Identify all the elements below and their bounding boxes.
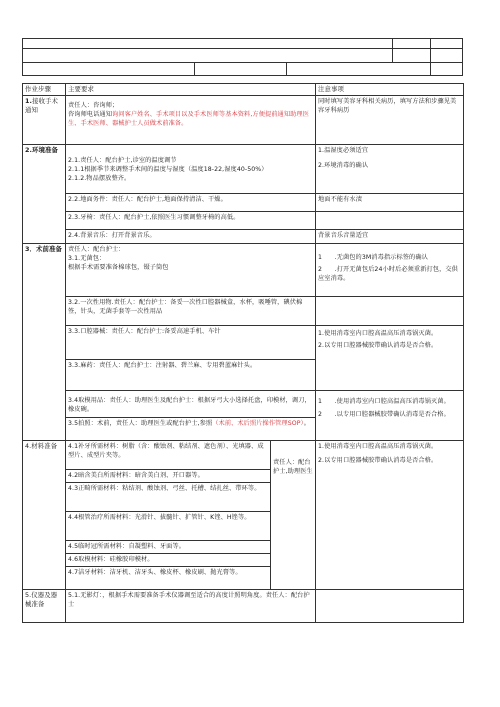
text-line: 2 .打开无菌包后24小时后必须重新打包，交供应室消毒。 (318, 266, 458, 282)
header-rule (22, 38, 23, 75)
main-cell (66, 391, 316, 418)
text-line: 1.使用消毒室内口腔高温高压消毒锅灭菌。 (318, 330, 438, 337)
header-rule (22, 75, 463, 76)
header-rule (22, 38, 463, 39)
text-line: 咨询师电话通知 (68, 111, 113, 118)
note-clip (318, 392, 461, 424)
table-row (23, 96, 464, 145)
table-row (23, 297, 464, 326)
text-line: 责任人：配台护士： (68, 246, 125, 253)
note-cell (316, 244, 464, 297)
main-cell: 4.3正畸所需材料：粘结剂、酸蚀剂、弓丝、托槽、结扎丝、带环等。 (66, 483, 271, 512)
table-row (23, 145, 464, 194)
step-cell (23, 96, 66, 145)
main-cell: 2.2.地面务件：责任人：配台护士,地面保持清洁、干燥。 (66, 194, 316, 212)
text-line: 2.1.1根据季节来调整手术间的温度与湿度（温度18-22,湿度40-50%） (68, 166, 268, 173)
text-line: 。 (303, 420, 311, 427)
text-line: 2 .以专用口腔器械胶带确认消毒是否合格。 (318, 411, 450, 418)
text-line: 1.使用消毒室内口腔高温高压消毒锅灭菌。 (318, 443, 438, 450)
main-cell (66, 145, 316, 194)
main-cell: 4.6取模材料：硅橡胶印模材。 (66, 554, 271, 567)
table-row (23, 326, 464, 360)
main-cell: 4.2暗含美白所需材料：暗含美白剂、开口器等。 (66, 470, 271, 483)
header-rule (22, 48, 463, 49)
highlighted-text: （术前、术后照片操作管理SOP） (212, 420, 304, 427)
main-cell (66, 418, 316, 441)
main-cell: 4.7洁牙材料：洁牙机、洁牙头、橡皮杯、橡皮刷、抛光膏等。 (66, 567, 271, 590)
table-row (23, 212, 464, 230)
step-number: 1. (25, 97, 33, 105)
text-line: 责任人：配台护士,助理医生 (273, 459, 313, 475)
main-cell: 3.2.一次性用物.责任人：配台护士：备妥一次性口腔器械盒，水杯，吸唾管，碘伏棉签，针头，无菌手套等一次性用品 (66, 297, 316, 326)
step-cell: 5.仪器及器械准备 (23, 590, 66, 623)
header-grid (22, 38, 463, 76)
note-cell (316, 391, 464, 441)
text-line: 根据手术需要准备棉球包，镊子筒包 (68, 264, 169, 271)
text-line: 2.1.2.物品摆放整齐。 (68, 175, 131, 182)
note-cell (316, 441, 464, 590)
main-cell: 4.5临时冠所需材料：自凝塑料、牙面等。 (66, 541, 271, 554)
step-cell: 3．术前准备 (23, 244, 66, 441)
table-row (23, 244, 464, 297)
text-line: 1.温湿度必须适宜 (318, 147, 369, 154)
text-line: 2.1.责任人：配台护士,诊室的温度调节 (68, 157, 177, 164)
header-rule (462, 38, 463, 75)
main-cell: 2.3.牙椅：责任人：配台护士,依照医生习惯调整牙椅的高低。 (66, 212, 316, 230)
col-header-main: 主要要求 (66, 84, 316, 96)
note-cell (316, 590, 464, 623)
procedure-table (22, 83, 464, 623)
col-header-note: 注意事项 (316, 84, 464, 96)
note-cell (316, 297, 464, 326)
header-rule (430, 38, 431, 75)
text-line: 责任人：咨询师； (68, 102, 119, 109)
responsible-cell (271, 441, 316, 590)
main-cell: 3.3.麻药：责任人：配台护士：注射器、碧兰麻、专用碧蓝麻针头。 (66, 360, 316, 391)
table-row (23, 391, 464, 418)
note-cell (316, 212, 464, 230)
table-header-row (23, 84, 464, 96)
table-row (23, 230, 464, 244)
step-label: 接收手术通知 (25, 97, 59, 114)
note-cell (316, 145, 464, 194)
table-row (23, 441, 464, 470)
main-cell: 5.1.无影灯：，根据手术需要准备手术仪器调至适合的高度计照明角度。责任人：配台护士 (66, 590, 316, 623)
text-line: 3.4取模用品：责任人：助理医生及配台护士：根据牙弓大小选择托盘，印模材，调刀，橡皮碗。 (68, 397, 311, 413)
main-cell: 2.4.背景音乐：打开背景音乐。 (66, 230, 316, 244)
main-cell (66, 96, 316, 145)
header-rule (392, 38, 393, 62)
note-cell: 地面不能有水渍 (316, 194, 464, 212)
text-line: 2.环境消毒的确认 (318, 162, 369, 169)
table-row (23, 194, 464, 212)
text-line: 3.1.无菌包： (68, 255, 106, 262)
main-cell (66, 244, 316, 297)
main-cell: 4.4根管治疗所需材料：光滑针、拔髓针、扩管针、K锉、H锉等。 (66, 512, 271, 541)
step-cell: 2.环境准备 (23, 145, 66, 244)
main-cell: 4.1补牙所需材料：树脂（含：酸蚀剂、粘结剂、遮色剂）、光填器、成型片、成型片夹等。 (66, 441, 271, 470)
header-rule (194, 62, 195, 75)
note-cell (316, 326, 464, 391)
text-line: 1 .使用消毒室内口腔高温高压消毒锅灭菌。 (318, 398, 450, 405)
note-cell: 同时填写美容牙科相关病历，填写方法和步骤见美容牙科病历 (316, 96, 464, 145)
step-cell: 4.材料准备 (23, 441, 66, 590)
highlighted-text: 询问客户姓名、手术项目以及手术医师等基本资料,方便提前通知助理医生、手术医师、器械护士人员做术前准备。 (68, 111, 309, 127)
note-cell: 背景音乐音量适宜 (316, 230, 464, 244)
header-rule (286, 62, 287, 75)
text-line: 1 .无菌包的3M消毒指示标签的确认 (318, 254, 428, 261)
main-cell: 3.3.口腔器械：责任人：配台护士:备妥高速手机、车针 (66, 326, 316, 360)
text-line: 2.以专用口腔器械胶带确认消毒是否合格。 (318, 342, 438, 349)
header-rule (22, 62, 463, 63)
table-row (23, 590, 464, 623)
text-line: 2.以专用口腔器械胶带确认消毒是否合格。 (318, 457, 438, 464)
text-line: 3.5拍照：术前，责任人：助理医生或配台护士,参照 (68, 420, 213, 427)
col-header-step: 作业步骤 (23, 84, 66, 96)
